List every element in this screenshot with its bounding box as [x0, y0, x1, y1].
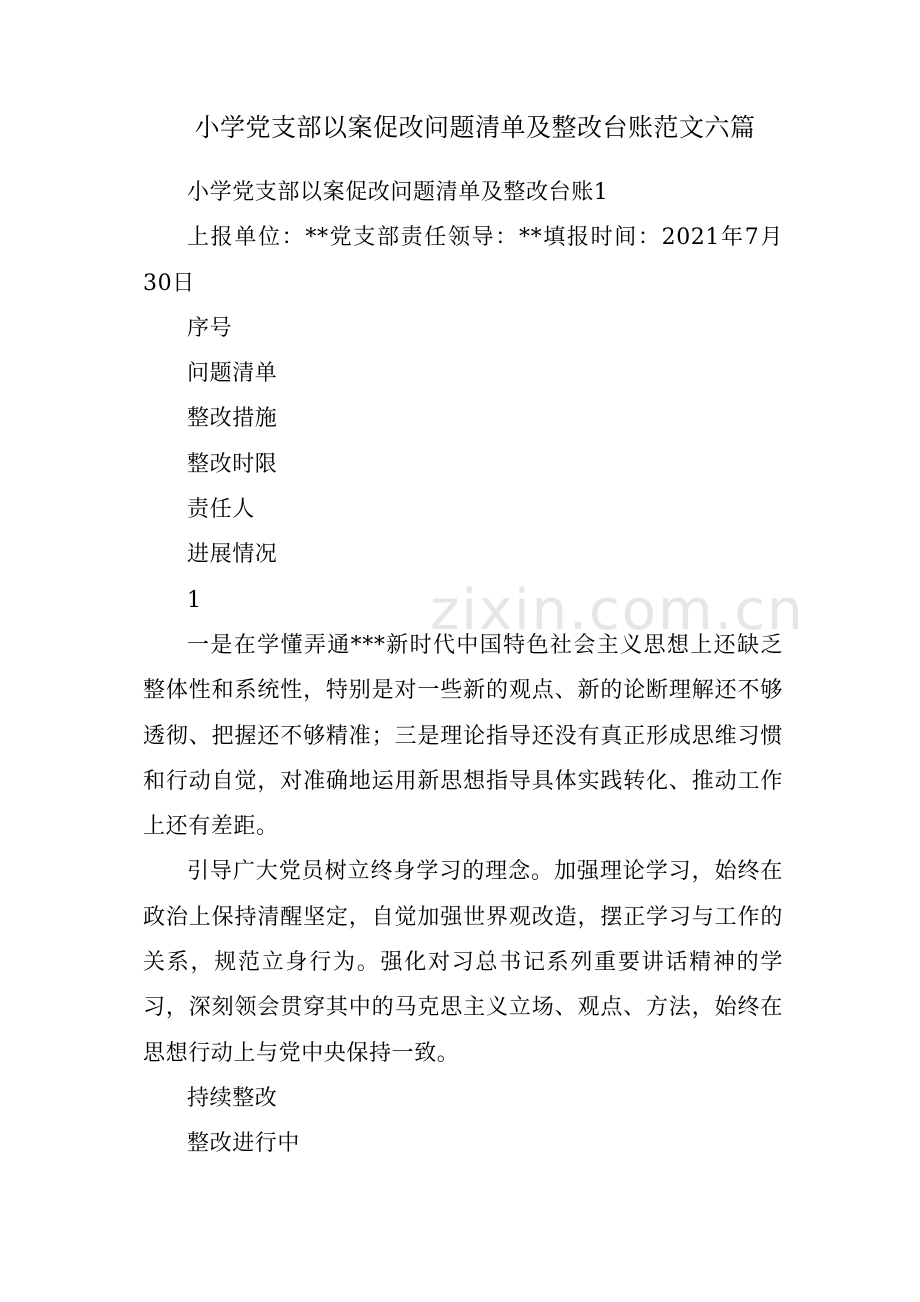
table-header-serial: 序号	[187, 315, 233, 341]
section-heading: 小学党支部以案促改问题清单及整改台账1	[187, 180, 609, 205]
table-header-measures: 整改措施	[187, 406, 278, 432]
document-body	[143, 170, 783, 1167]
row-measure-text: 引导广大党员树立终身学习的理念。加强理论学习，始终在政治上保持清醒坚定，自觉加强世界观改造，摆正学习与工作的关系，规范立身行为。强化对习总书记系列重要讲话精神的学习，深刻领会贯穿其中的马克思主义立场、观点、方法，始终在思想行动上与党中央保持一致。	[143, 859, 783, 1066]
watermark-logo: zixin.com.cn	[430, 578, 805, 643]
row-progress: 整改进行中	[187, 1131, 301, 1157]
table-header-deadline: 整改时限	[187, 451, 278, 477]
row-issue-text: 一是在学懂弄通***新时代中国特色社会主义思想上还缺乏整体性和系统性，特别是对一些新的观点、新的论断理解还不够透彻、把握还不够精准；三是理论指导还没有真正形成思维习惯和行动自觉，对准确地运用新思想指导具体实践转化、推动工作上还有差距。	[143, 632, 783, 840]
row-deadline: 持续整改	[187, 1085, 278, 1111]
report-info: 上报单位：**党支部责任领导：**填报时间：2021年7月30日	[143, 225, 783, 296]
table-header-progress: 进展情况	[187, 542, 278, 568]
table-header-responsible: 责任人	[187, 497, 255, 523]
document-title: 小学党支部以案促改问题清单及整改台账范文六篇	[194, 113, 756, 142]
table-header-issues: 问题清单	[187, 361, 278, 387]
row-serial: 1	[187, 587, 202, 613]
